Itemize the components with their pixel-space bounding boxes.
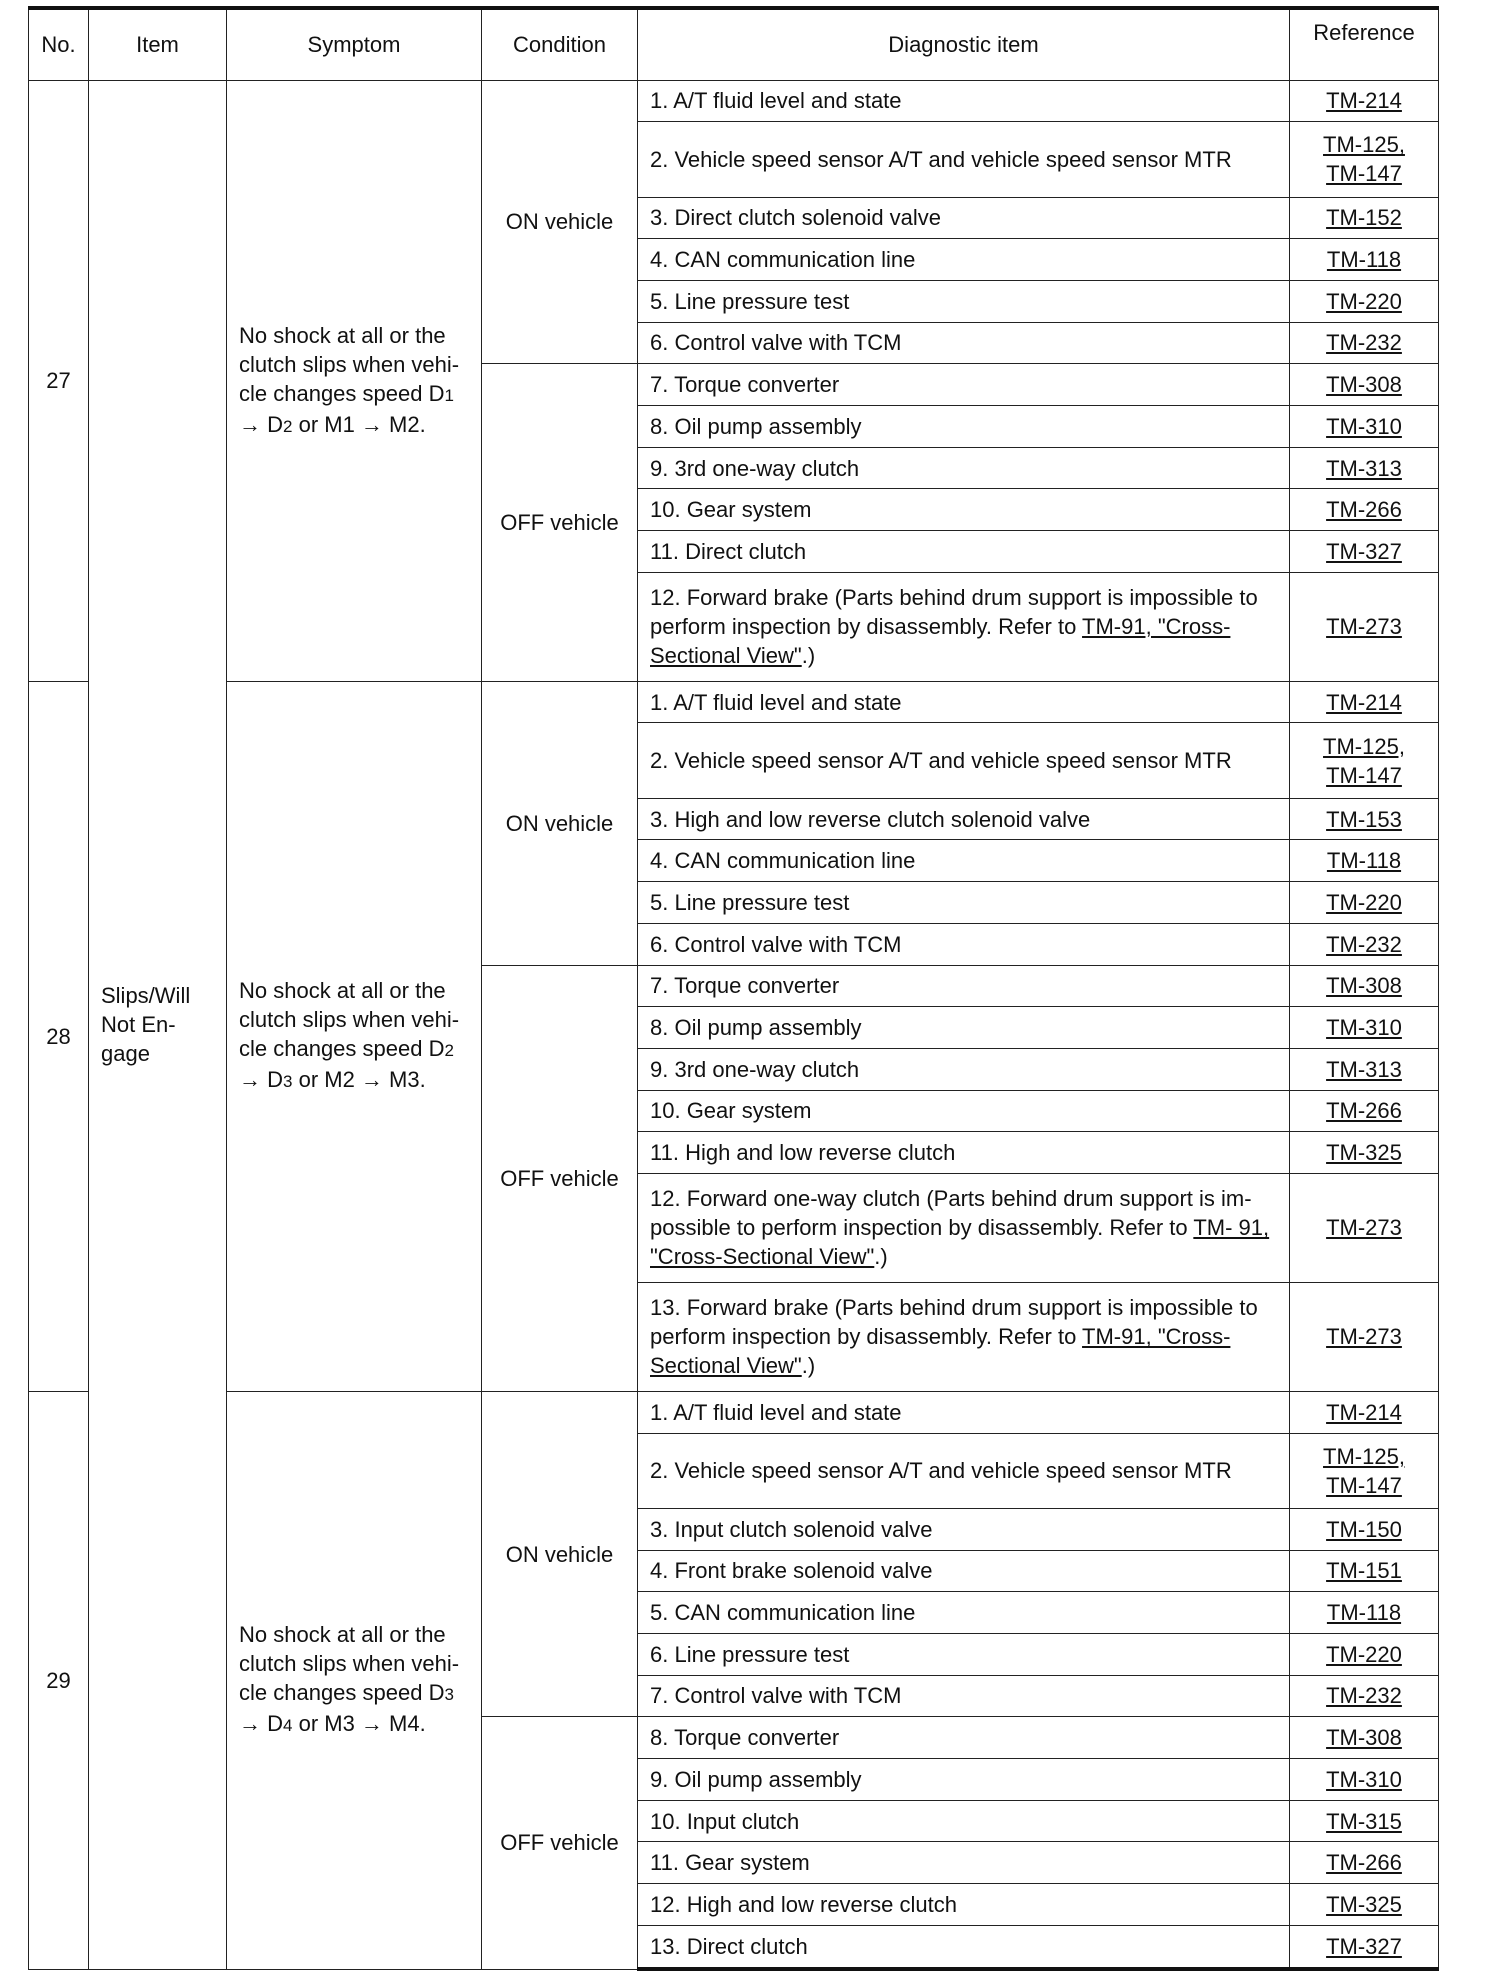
diagnostic-text: 12. Forward one-way clutch (Parts behind drum support is im- possible to perform inspection by disassembly. Refer to: [650, 1186, 1252, 1241]
diagnostic-text-end: .): [801, 1353, 816, 1379]
reference-cell: [1290, 1925, 1439, 1969]
diagnosis-table: [28, 6, 1439, 1971]
symptom-sub2: 2: [283, 416, 293, 436]
reference-cell: [1290, 531, 1439, 573]
reference-cell: [1290, 197, 1439, 239]
diagnostic-item: [638, 1391, 1290, 1433]
row-number: 28: [29, 681, 89, 1391]
symptom-post: or M2 → M3.: [292, 1067, 426, 1093]
diagnostic-item: [638, 239, 1290, 281]
symptom-mid1: → D: [239, 1067, 283, 1093]
reference-cell: [1290, 1174, 1439, 1283]
symptom-pre: No shock at all or the clutch slips when vehi- cle changes speed D: [239, 322, 460, 406]
header-diagnostic-item: Diagnostic item: [638, 8, 1290, 80]
diagnostic-text: 3. High and low reverse clutch solenoid valve: [650, 806, 1091, 832]
reference-link[interactable]: TM-327: [1326, 538, 1402, 564]
reference-link[interactable]: TM-325: [1326, 1892, 1402, 1917]
reference-link[interactable]: TM-308: [1326, 973, 1402, 999]
diagnostic-item: [638, 197, 1290, 239]
symptom-mid1: → D: [239, 411, 283, 437]
diagnostic-text: 9. 3rd one-way clutch: [650, 1056, 860, 1082]
reference-cell: [1290, 965, 1439, 1007]
reference-link[interactable]: TM-273: [1326, 1324, 1402, 1350]
reference-cell: [1290, 1800, 1439, 1842]
reference-link[interactable]: TM-118: [1326, 247, 1402, 273]
reference-link[interactable]: TM-310: [1326, 1766, 1402, 1792]
table-row: [29, 681, 1439, 723]
reference-link[interactable]: TM-125,: [1323, 132, 1405, 158]
diagnostic-item: [638, 280, 1290, 322]
diagnostic-item: [638, 1174, 1290, 1283]
reference-cell: [1290, 882, 1439, 924]
symptom-cell: [227, 681, 482, 1391]
diagnostic-text: 7. Control valve with TCM: [650, 1683, 902, 1709]
condition-cell: OFF vehicle: [482, 965, 638, 1391]
reference-cell: [1290, 489, 1439, 531]
reference-link[interactable]: TM-232: [1326, 1683, 1402, 1709]
reference-link[interactable]: TM-308: [1326, 1725, 1402, 1751]
diagnostic-item: [638, 364, 1290, 406]
header-row: [29, 8, 1439, 80]
reference-cell: [1290, 840, 1439, 882]
symptom-post: or M1 → M2.: [292, 411, 426, 437]
condition-cell: ON vehicle: [482, 681, 638, 965]
diagnostic-text: 13. Direct clutch: [650, 1933, 808, 1959]
reference-cell: [1290, 1282, 1439, 1391]
diagnostic-text: 12. Forward brake (Parts behind drum support is impossible to perform inspection by disassembly. Refer to: [650, 585, 1258, 640]
reference-link[interactable]: TM-153: [1326, 806, 1402, 832]
diagnostic-text: 2. Vehicle speed sensor A/T and vehicle speed sensor MTR: [650, 748, 1232, 774]
diagnostic-text: 7. Torque converter: [650, 973, 840, 999]
reference-cell: [1290, 1090, 1439, 1132]
diagnostic-text: 3. Input clutch solenoid valve: [650, 1516, 933, 1542]
diagnostic-item: [638, 1925, 1290, 1969]
diagnostic-text: 2. Vehicle speed sensor A/T and vehicle speed sensor MTR: [650, 146, 1232, 172]
diagnostic-item: [638, 1759, 1290, 1801]
reference-link[interactable]: TM-325: [1326, 1140, 1402, 1166]
diagnostic-item: [638, 1675, 1290, 1717]
symptom-cell: [227, 80, 482, 681]
reference-cell: [1290, 122, 1439, 197]
diagnostic-item: [638, 572, 1290, 681]
diagnostic-text: 4. CAN communication line: [650, 247, 916, 273]
diagnostic-item: [638, 882, 1290, 924]
diagnostic-item: [638, 1717, 1290, 1759]
diagnostic-item: [638, 322, 1290, 364]
reference-cell: [1290, 280, 1439, 322]
reference-link[interactable]: TM-313: [1326, 455, 1402, 481]
diagnostic-text: 11. Gear system: [650, 1850, 810, 1876]
cross-reference-link[interactable]: TM-91, "Cross-Sectional View": [650, 1324, 1231, 1379]
reference-link[interactable]: TM-147: [1326, 762, 1402, 788]
item-cell: [89, 80, 227, 1969]
condition-cell: ON vehicle: [482, 1391, 638, 1717]
reference-cell: [1290, 239, 1439, 281]
symptom-sub1: 1: [444, 385, 454, 405]
header-reference: Reference: [1290, 8, 1439, 80]
diagnostic-item: [638, 1007, 1290, 1049]
reference-link[interactable]: TM-232: [1326, 931, 1402, 957]
reference-cell: [1290, 1759, 1439, 1801]
diagnostic-text: 10. Input clutch: [650, 1808, 800, 1834]
diagnostic-item: [638, 723, 1290, 798]
condition-cell: ON vehicle: [482, 80, 638, 364]
diagnostic-item: [638, 1433, 1290, 1508]
reference-cell: [1290, 1048, 1439, 1090]
diagnostic-text: 5. Line pressure test: [650, 889, 850, 915]
diagnostic-item: [638, 1884, 1290, 1926]
diagnostic-item: [638, 965, 1290, 1007]
diagnostic-item: [638, 1842, 1290, 1884]
reference-cell: [1290, 1508, 1439, 1550]
reference-link[interactable]: TM-315: [1326, 1808, 1402, 1834]
reference-cell: [1290, 1391, 1439, 1433]
diagnostic-item: [638, 840, 1290, 882]
diagnostic-text: 6. Control valve with TCM: [650, 931, 902, 957]
reference-link[interactable]: TM-220: [1326, 1641, 1402, 1667]
diagnostic-text: 1. A/T fluid level and state: [650, 88, 902, 114]
diagnostic-text: 8. Oil pump assembly: [650, 1015, 862, 1041]
reference-cell: [1290, 1633, 1439, 1675]
diagnostic-text: 5. Line pressure test: [650, 288, 850, 314]
diagnostic-text: 2. Vehicle speed sensor A/T and vehicle speed sensor MTR: [650, 1458, 1232, 1484]
reference-cell: [1290, 923, 1439, 965]
reference-cell: [1290, 1433, 1439, 1508]
diagnostic-item: [638, 798, 1290, 840]
diagnostic-item: [638, 447, 1290, 489]
reference-cell: [1290, 406, 1439, 448]
reference-link[interactable]: TM-232: [1326, 330, 1402, 356]
symptom-sub2: 4: [283, 1716, 293, 1736]
table-row: [29, 80, 1439, 122]
symptom-pre: No shock at all or the clutch slips when vehi- cle changes speed D: [239, 1622, 460, 1706]
row-number: 27: [29, 80, 89, 681]
symptom-sub1: 2: [444, 1041, 454, 1061]
symptom-post: or M3 → M4.: [292, 1711, 426, 1737]
diagnostic-item: [638, 1800, 1290, 1842]
condition-cell: OFF vehicle: [482, 1717, 638, 1969]
diagnostic-item: [638, 80, 1290, 122]
diagnostic-item: [638, 1090, 1290, 1132]
reference-link[interactable]: TM-150: [1326, 1516, 1402, 1542]
reference-link[interactable]: TM-147: [1326, 161, 1402, 187]
item-line: Slips/Will: [101, 983, 191, 1008]
reference-cell: [1290, 1717, 1439, 1759]
diagnostic-item: [638, 1550, 1290, 1592]
diagnostic-text: 7. Torque converter: [650, 372, 840, 398]
diagnostic-item: [638, 531, 1290, 573]
table-row: [29, 1391, 1439, 1433]
diagnostic-text: 6. Line pressure test: [650, 1641, 850, 1667]
reference-link[interactable]: TM-152: [1326, 205, 1402, 231]
diagnostic-item: [638, 406, 1290, 448]
reference-link[interactable]: TM-266: [1326, 1098, 1402, 1124]
item-line: Not En-: [101, 1012, 176, 1037]
diagnostic-text: 11. Direct clutch: [650, 538, 807, 564]
reference-link[interactable]: TM-273: [1326, 614, 1402, 640]
diagnostic-text-end: .): [801, 643, 816, 669]
reference-cell: [1290, 80, 1439, 122]
diagnostic-text: 10. Gear system: [650, 1098, 812, 1124]
reference-link[interactable]: TM-266: [1326, 1850, 1402, 1876]
reference-link[interactable]: TM-125,: [1323, 1443, 1405, 1469]
diagnostic-item: [638, 1282, 1290, 1391]
reference-link[interactable]: TM-327: [1326, 1933, 1402, 1959]
reference-link[interactable]: TM-266: [1326, 497, 1402, 523]
cross-reference-link[interactable]: TM- 91, "Cross-Sectional View": [650, 1215, 1270, 1270]
diagnostic-text: 10. Gear system: [650, 497, 812, 523]
symptom-mid1: → D: [239, 1711, 283, 1737]
header-symptom: Symptom: [227, 8, 482, 80]
condition-cell: OFF vehicle: [482, 364, 638, 681]
reference-link[interactable]: TM-151: [1326, 1558, 1402, 1584]
reference-cell: [1290, 1592, 1439, 1634]
diagnostic-item: [638, 1132, 1290, 1174]
diagnostic-item: [638, 122, 1290, 197]
reference-link[interactable]: TM-118: [1326, 1600, 1402, 1626]
diagnostic-item: [638, 1633, 1290, 1675]
symptom-pre: No shock at all or the clutch slips when vehi- cle changes speed D: [239, 978, 460, 1062]
diagnostic-item: [638, 923, 1290, 965]
reference-cell: [1290, 322, 1439, 364]
reference-link[interactable]: TM-214: [1326, 689, 1402, 715]
reference-link[interactable]: TM-214: [1326, 88, 1402, 114]
diagnostic-text: 12. High and low reverse clutch: [650, 1892, 957, 1917]
reference-link[interactable]: TM-220: [1326, 288, 1402, 314]
reference-cell: [1290, 1675, 1439, 1717]
diagnostic-item: [638, 681, 1290, 723]
row-number: 29: [29, 1391, 89, 1969]
diagnostic-text: 5. CAN communication line: [650, 1600, 916, 1626]
reference-link[interactable]: TM-147: [1326, 1472, 1402, 1498]
reference-cell: [1290, 1884, 1439, 1926]
diagnostic-text-end: .): [874, 1244, 888, 1270]
reference-cell: [1290, 1007, 1439, 1049]
header-condition: Condition: [482, 8, 638, 80]
reference-link[interactable]: TM-310: [1326, 1015, 1402, 1041]
reference-cell: [1290, 1132, 1439, 1174]
diagnostic-text: 13. Forward brake (Parts behind drum support is impossible to perform inspection by disassembly. Refer to: [650, 1295, 1258, 1350]
diagnostic-text: 8. Oil pump assembly: [650, 413, 862, 439]
symptom-sub2: 3: [283, 1072, 293, 1092]
cross-reference-link[interactable]: TM-91, "Cross-Sectional View": [650, 614, 1231, 669]
header-no: No.: [29, 8, 89, 80]
reference-cell: [1290, 447, 1439, 489]
reference-cell: [1290, 723, 1439, 798]
reference-link[interactable]: TM-214: [1326, 1399, 1402, 1425]
header-item: Item: [89, 8, 227, 80]
diagnostic-text: 1. A/T fluid level and state: [650, 1399, 902, 1425]
diagnostic-text: 4. Front brake solenoid valve: [650, 1558, 933, 1584]
symptom-cell: [227, 1391, 482, 1969]
page: [28, 6, 1438, 1971]
diagnostic-text: 4. CAN communication line: [650, 848, 916, 874]
reference-cell: [1290, 1550, 1439, 1592]
reference-cell: [1290, 364, 1439, 406]
table-body: [29, 80, 1439, 1969]
reference-link[interactable]: TM-313: [1326, 1056, 1402, 1082]
diagnostic-text: 9. 3rd one-way clutch: [650, 455, 860, 481]
reference-link[interactable]: TM-273: [1326, 1215, 1402, 1241]
diagnostic-item: [638, 1048, 1290, 1090]
diagnostic-item: [638, 1592, 1290, 1634]
reference-link[interactable]: TM-125,: [1323, 733, 1405, 759]
diagnostic-text: 9. Oil pump assembly: [650, 1766, 862, 1792]
reference-link[interactable]: TM-220: [1326, 889, 1402, 915]
diagnostic-text: 6. Control valve with TCM: [650, 330, 902, 356]
reference-cell: [1290, 681, 1439, 723]
reference-cell: [1290, 572, 1439, 681]
diagnostic-item: [638, 489, 1290, 531]
reference-cell: [1290, 1842, 1439, 1884]
reference-link[interactable]: TM-310: [1326, 413, 1402, 439]
diagnostic-text: 3. Direct clutch solenoid valve: [650, 205, 942, 231]
diagnostic-item: [638, 1508, 1290, 1550]
reference-link[interactable]: TM-308: [1326, 372, 1402, 398]
reference-cell: [1290, 798, 1439, 840]
item-line: gage: [101, 1041, 150, 1066]
diagnostic-text: 8. Torque converter: [650, 1725, 840, 1751]
reference-link[interactable]: TM-118: [1326, 848, 1402, 874]
symptom-sub1: 3: [444, 1685, 454, 1705]
diagnostic-text: 1. A/T fluid level and state: [650, 689, 902, 715]
diagnostic-text: 11. High and low reverse clutch: [650, 1140, 956, 1166]
